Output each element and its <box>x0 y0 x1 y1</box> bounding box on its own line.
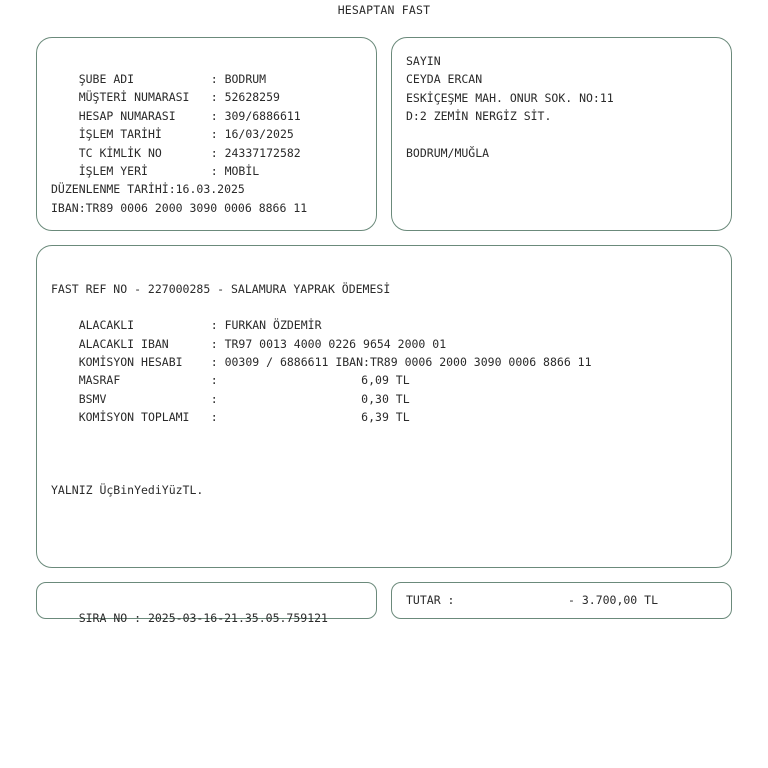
commission-total-row <box>51 390 410 444</box>
colon-separator: : <box>210 355 225 369</box>
total-label: TUTAR : <box>406 593 455 607</box>
bsmv-amount: 0,30 TL <box>361 392 410 406</box>
customer-name: CEYDA ERCAN <box>406 72 483 86</box>
branch-name-label: ŞUBE ADI <box>78 72 135 86</box>
issue-date: DÜZENLENME TARİHİ:16.03.2025 <box>51 182 245 196</box>
recipient-iban-value: TR97 0013 4000 0226 9654 2000 01 <box>224 337 447 351</box>
colon-separator: : <box>210 392 218 406</box>
colon-separator: : <box>210 72 225 86</box>
transaction-channel-value: MOBİL <box>224 164 260 178</box>
commission-total-label: KOMİSYON TOPLAMI <box>78 410 190 424</box>
recipient-value: FURKAN ÖZDEMİR <box>224 318 322 332</box>
fee-amount: 6,09 TL <box>361 373 410 387</box>
sequence-number-row <box>51 591 328 645</box>
colon-separator: : <box>210 318 225 332</box>
national-id-value: 24337172582 <box>224 146 301 160</box>
customer-address-box <box>391 37 732 231</box>
account-iban: IBAN:TR89 0006 2000 3090 0006 8866 11 <box>51 201 308 215</box>
document-title: HESAPTAN FAST <box>337 3 431 17</box>
colon-separator: : <box>210 373 218 387</box>
sequence-number-label: SIRA NO : <box>78 611 142 625</box>
total-amount-box <box>391 582 732 619</box>
account-number-label: HESAP NUMARASI <box>78 109 176 123</box>
address-line-1: ESKİÇEŞME MAH. ONUR SOK. NO:11 <box>406 91 614 105</box>
colon-separator: : <box>210 90 225 104</box>
commission-account-label: KOMİSYON HESABI <box>78 355 183 369</box>
colon-separator: : <box>210 127 225 141</box>
fee-label: MASRAF <box>78 373 121 387</box>
transfer-detail-box <box>36 245 732 568</box>
colon-separator: : <box>210 109 225 123</box>
bsmv-label: BSMV <box>78 392 107 406</box>
colon-separator: : <box>210 164 225 178</box>
transaction-date-label: İŞLEM TARİHİ <box>78 127 162 141</box>
colon-separator: : <box>210 337 225 351</box>
address-line-2: D:2 ZEMİN NERGİZ SİT. <box>406 109 552 123</box>
national-id-label: TC KİMLİK NO <box>78 146 162 160</box>
customer-number-label: MÜŞTERİ NUMARASI <box>78 90 190 104</box>
recipient-iban-label: ALACAKLI IBAN <box>78 337 169 351</box>
customer-number-value: 52628259 <box>224 90 280 104</box>
address-city: BODRUM/MUĞLA <box>406 146 490 160</box>
sequence-number-box <box>36 582 377 625</box>
recipient-label: ALACAKLI <box>78 318 135 332</box>
total-amount-value: - 3.700,00 TL <box>568 593 659 607</box>
fast-reference-line: FAST REF NO - 227000285 - SALAMURA YAPRAK ÖDEMESİ <box>51 282 391 296</box>
amount-in-words: YALNIZ ÜçBinYediYüzTL. <box>51 483 204 497</box>
account-number-value: 309/6886611 <box>224 109 301 123</box>
sequence-number-value: 2025-03-16-21.35.05.759121 <box>147 611 328 625</box>
salutation: SAYIN <box>406 54 441 68</box>
transaction-channel-label: İŞLEM YERİ <box>78 164 148 178</box>
commission-total-amount: 6,39 TL <box>361 410 410 424</box>
colon-separator: : <box>210 410 218 424</box>
commission-account-value: 00309 / 6886611 IBAN:TR89 0006 2000 3090 0006 8866 11 <box>224 355 592 369</box>
branch-name-value: BODRUM <box>224 72 267 86</box>
colon-separator: : <box>210 146 225 160</box>
transaction-date-value: 16/03/2025 <box>224 127 294 141</box>
account-info-box <box>36 37 377 231</box>
